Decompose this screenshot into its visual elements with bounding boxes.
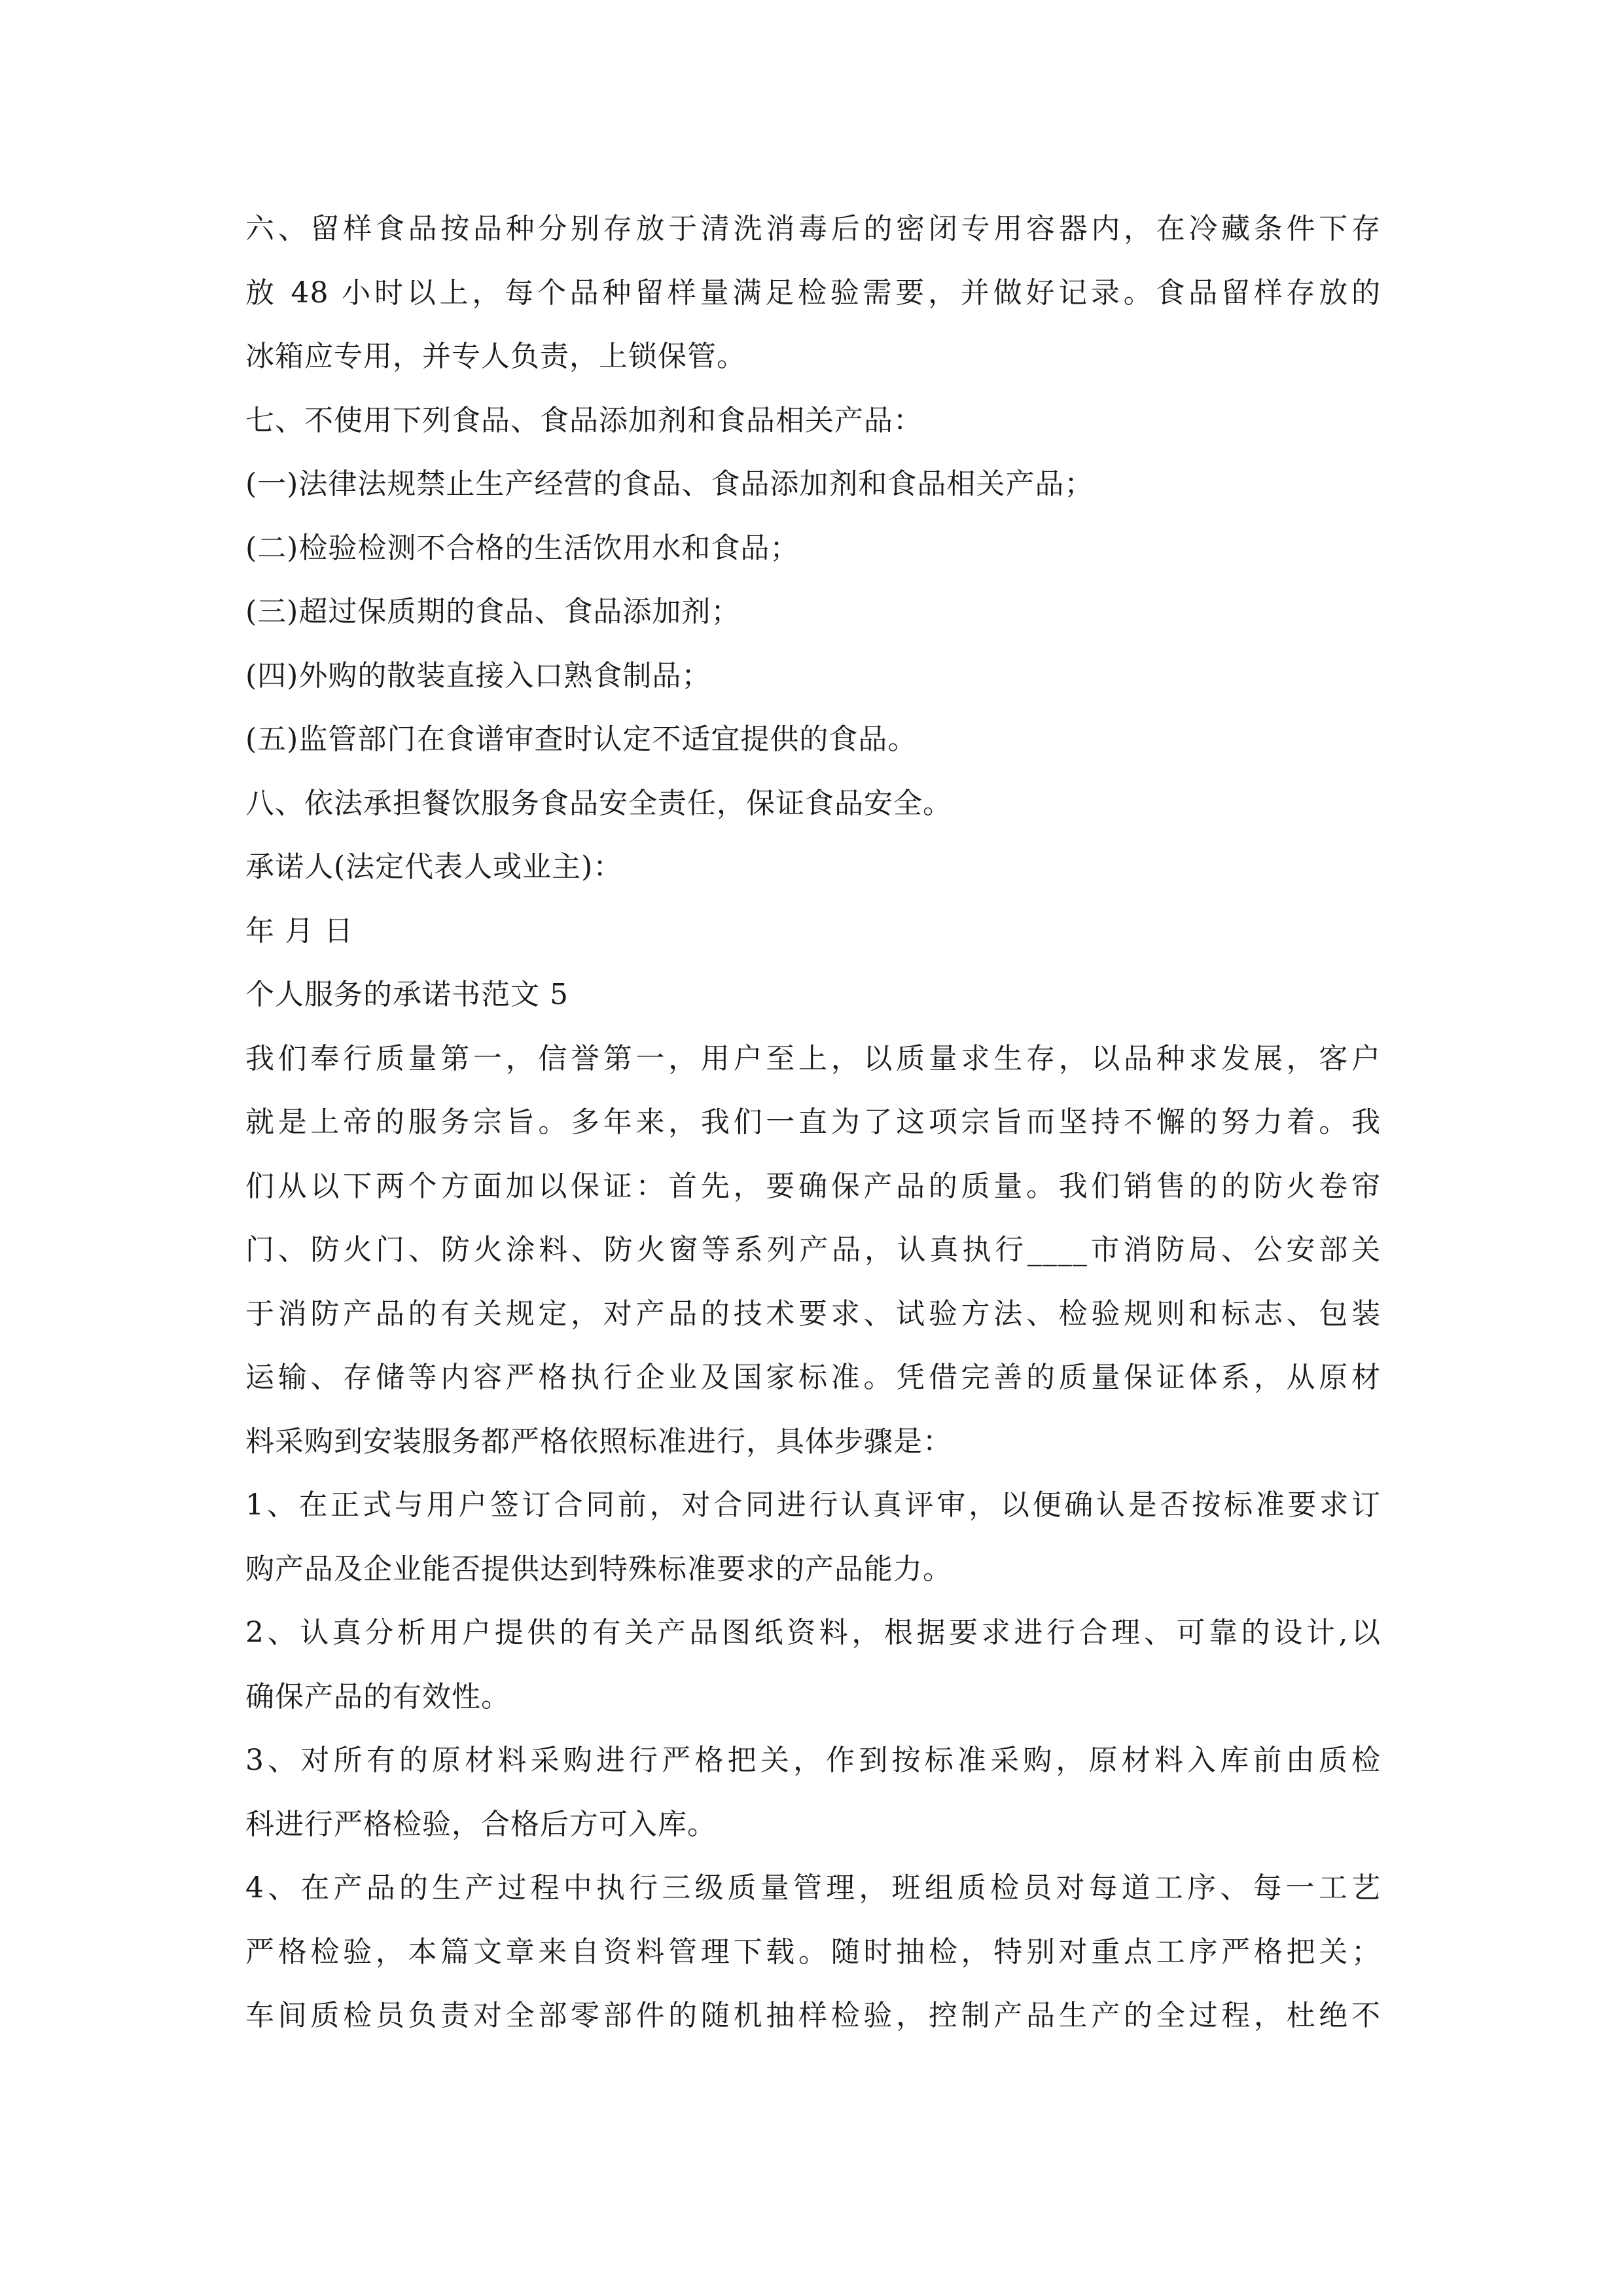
list-item: (二)检验检测不合格的生活饮用水和食品； — [245, 531, 800, 565]
paragraph-line: 料采购到安装服务都严格依照标准进行，具体步骤是： — [245, 1424, 952, 1458]
paragraph-line: 严格检验，本篇文章来自资料管理下载。随时抽检，特别对重点工序严格把关； — [245, 1935, 1381, 1969]
date-label: 年 月 日 — [245, 914, 353, 948]
paragraph-line: 于消防产品的有关规定，对产品的技术要求、试验方法、检验规则和标志、包装 — [245, 1297, 1381, 1331]
section-heading: 七、不使用下列食品、食品添加剂和食品相关产品： — [245, 403, 923, 437]
paragraph-line: 购产品及企业能否提供达到特殊标准要求的产品能力。 — [245, 1552, 952, 1586]
list-item: (五)监管部门在食谱审查时认定不适宜提供的食品。 — [245, 723, 918, 756]
paragraph-line: 4、在产品的生产过程中执行三级质量管理，班组质检员对每道工序、每一工艺 — [245, 1871, 1381, 1905]
paragraph-line: 3、对所有的原材料采购进行严格把关，作到按标准采购，原材料入库前由质检 — [245, 1744, 1381, 1777]
paragraph-line: 2、认真分析用户提供的有关产品图纸资料，根据要求进行合理、可靠的设计,以 — [245, 1616, 1381, 1649]
paragraph-line: 门、防火门、防火涂料、防火窗等系列产品，认真执行____市消防局、公安部关 — [245, 1233, 1381, 1266]
section-heading: 八、依法承担餐饮服务食品安全责任，保证食品安全。 — [245, 786, 952, 820]
document-body — [245, 197, 1381, 2048]
paragraph-line: 1、在正式与用户签订合同前，对合同进行认真评审，以便确认是否按标准要求订 — [245, 1488, 1381, 1522]
paragraph-line: 六、留样食品按品种分别存放于清洗消毒后的密闭专用容器内，在冷藏条件下存 — [245, 212, 1381, 245]
paragraph-line: 就是上帝的服务宗旨。多年来，我们一直为了这项宗旨而坚持不懈的努力着。我 — [245, 1105, 1381, 1139]
paragraph-line: 运输、存储等内容严格执行企业及国家标准。凭借完善的质量保证体系，从原材 — [245, 1361, 1381, 1394]
list-item: (四)外购的散装直接入口熟食制品； — [245, 658, 711, 692]
paragraph-line: 我们奉行质量第一，信誉第一，用户至上，以质量求生存，以品种求发展，客户 — [245, 1041, 1381, 1075]
paragraph-line: 们从以下两个方面加以保证：首先，要确保产品的质量。我们销售的的防火卷帘 — [245, 1169, 1381, 1203]
signatory-label: 承诺人(法定代表人或业主)： — [245, 850, 623, 884]
paragraph-line: 放 48 小时以上，每个品种留样量满足检验需要，并做好记录。食品留样存放的 — [245, 276, 1381, 310]
list-item: (三)超过保质期的食品、食品添加剂； — [245, 595, 741, 628]
list-item: (一)法律法规禁止生产经营的食品、食品添加剂和食品相关产品； — [245, 467, 1094, 501]
paragraph-line: 确保产品的有效性。 — [245, 1679, 510, 1713]
paragraph-line: 冰箱应专用，并专人负责，上锁保管。 — [245, 340, 746, 373]
paragraph-line: 车间质检员负责对全部零部件的随机抽样检验，控制产品生产的全过程，杜绝不 — [245, 1999, 1381, 2032]
document-title: 个人服务的承诺书范文 5 — [245, 978, 569, 1011]
paragraph-line: 科进行严格检验，合格后方可入库。 — [245, 1807, 717, 1841]
